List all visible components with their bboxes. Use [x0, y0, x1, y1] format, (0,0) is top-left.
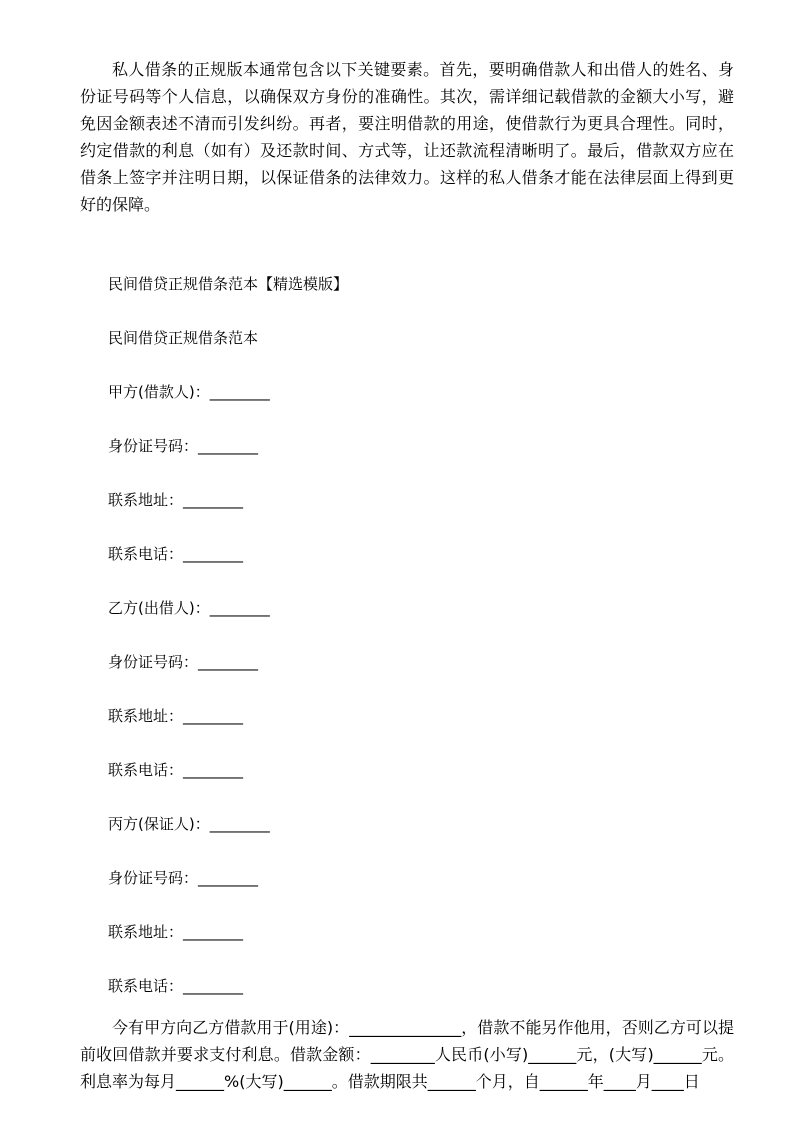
- lender-id-field: 身份证号码：________: [108, 653, 259, 671]
- loan-terms-paragraph: 今有甲方向乙方借款用于(用途)：______________，借款不能另作他用，否则乙方可以提前收回借款并要求支付利息。借款金额：________人民币(小写)______元，(大写)______元。利息率为每月______%(大写)______。借款期限共______个月，自______年____月____日: [80, 1018, 734, 1091]
- lender-address-field: 联系地址：________: [108, 707, 244, 725]
- lender-phone-field: 联系电话：________: [108, 761, 244, 779]
- guarantor-address-field: 联系地址：________: [108, 923, 244, 941]
- guarantor-name-field: 丙方(保证人)：________: [108, 815, 270, 833]
- guarantor-id-field: 身份证号码：________: [108, 869, 259, 887]
- document-subheading: 民间借贷正规借条范本: [108, 329, 259, 347]
- lender-name-field: 乙方(出借人)：________: [108, 599, 270, 617]
- borrower-address-field: 联系地址：________: [108, 491, 244, 509]
- guarantor-phone-field: 联系电话：________: [108, 977, 244, 995]
- document-heading: 民间借贷正规借条范本【精选模版】: [108, 275, 349, 293]
- borrower-name-field: 甲方(借款人)：________: [108, 383, 270, 401]
- borrower-phone-field: 联系电话：________: [108, 545, 244, 563]
- intro-paragraph: 私人借条的正规版本通常包含以下关键要素。首先，要明确借款人和出借人的姓名、身份证号码等个人信息，以确保双方身份的准确性。其次，需详细记载借款的金额大小写，避免因金额表述不清而引发纠纷。再者，要注明借款的用途，使借款行为更具合理性。同时，约定借款的利息（如有）及还款时间、方式等，让还款流程清晰明了。最后，借款双方应在借条上签字并注明日期，以保证借条的法律效力。这样的私人借条才能在法律层面上得到更好的保障。: [80, 60, 734, 214]
- borrower-id-field: 身份证号码：________: [108, 437, 259, 455]
